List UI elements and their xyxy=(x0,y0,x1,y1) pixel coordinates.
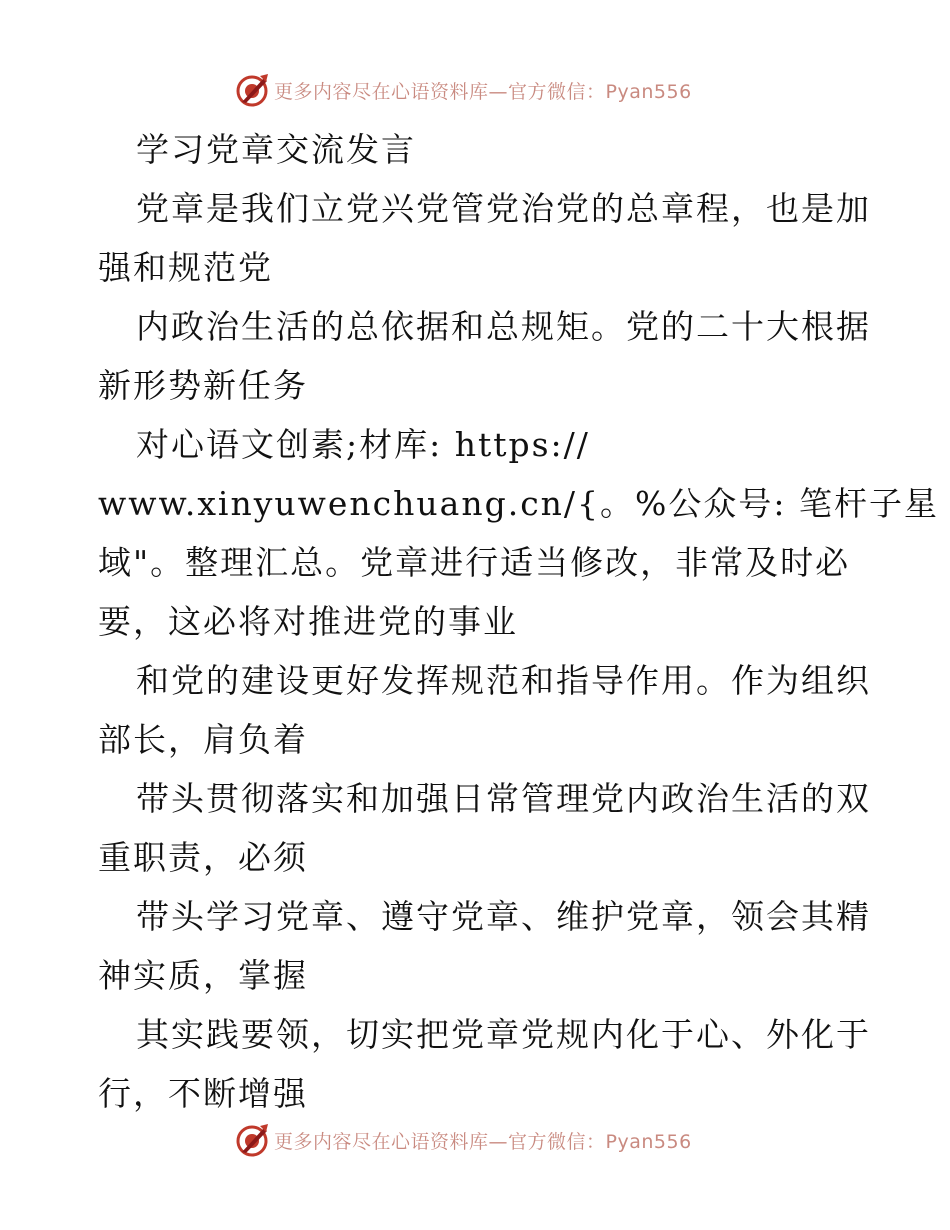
paragraph-line: 对心语文创素;材库: https:// xyxy=(136,425,590,464)
paragraph-line: 带头学习党章、遵守党章、维护党章，领会其精 xyxy=(136,897,871,936)
paragraph-line: 要，这必将对推进党的事业 xyxy=(98,602,518,641)
quill-seal-icon xyxy=(234,72,270,108)
paragraph-line: 带头贯彻落实和加强日常管理党内政治生活的双 xyxy=(136,779,871,818)
paragraph-line: 新形势新任务 xyxy=(98,366,308,405)
document-body xyxy=(98,120,940,1123)
watermark-text: 更多内容尽在心语资料库—官方微信：Pyan556 xyxy=(274,80,692,103)
paragraph-line: 和党的建设更好发挥规范和指导作用。作为组织 xyxy=(136,661,871,700)
watermark-text: 更多内容尽在心语资料库—官方微信：Pyan556 xyxy=(274,1130,692,1153)
paragraph-line: 强和规范党 xyxy=(98,248,273,287)
paragraph-line: 重职责，必须 xyxy=(98,838,308,877)
paragraph-line: 行，不断增强 xyxy=(98,1074,308,1113)
paragraph-line: 内政治生活的总依据和总规矩。党的二十大根据 xyxy=(136,307,871,346)
header-watermark xyxy=(234,70,692,110)
footer-watermark xyxy=(234,1120,692,1160)
paragraph-line: 域"。整理汇总。党章进行适当修改，非常及时必 xyxy=(98,543,851,582)
paragraph-line: 党章是我们立党兴党管党治党的总章程，也是加 xyxy=(136,189,871,228)
paragraph-line: 其实践要领，切实把党章党规内化于心、外化于 xyxy=(136,1015,871,1054)
paragraph-line: 神实质，掌握 xyxy=(98,956,308,995)
quill-seal-icon xyxy=(234,1122,270,1158)
paragraph-line: www.xinyuwenchuang.cn/{。%公众号: 笔杆子星 xyxy=(98,484,940,523)
paragraph-line: 部长，肩负着 xyxy=(98,720,308,759)
document-title: 学习党章交流发言 xyxy=(136,130,416,169)
